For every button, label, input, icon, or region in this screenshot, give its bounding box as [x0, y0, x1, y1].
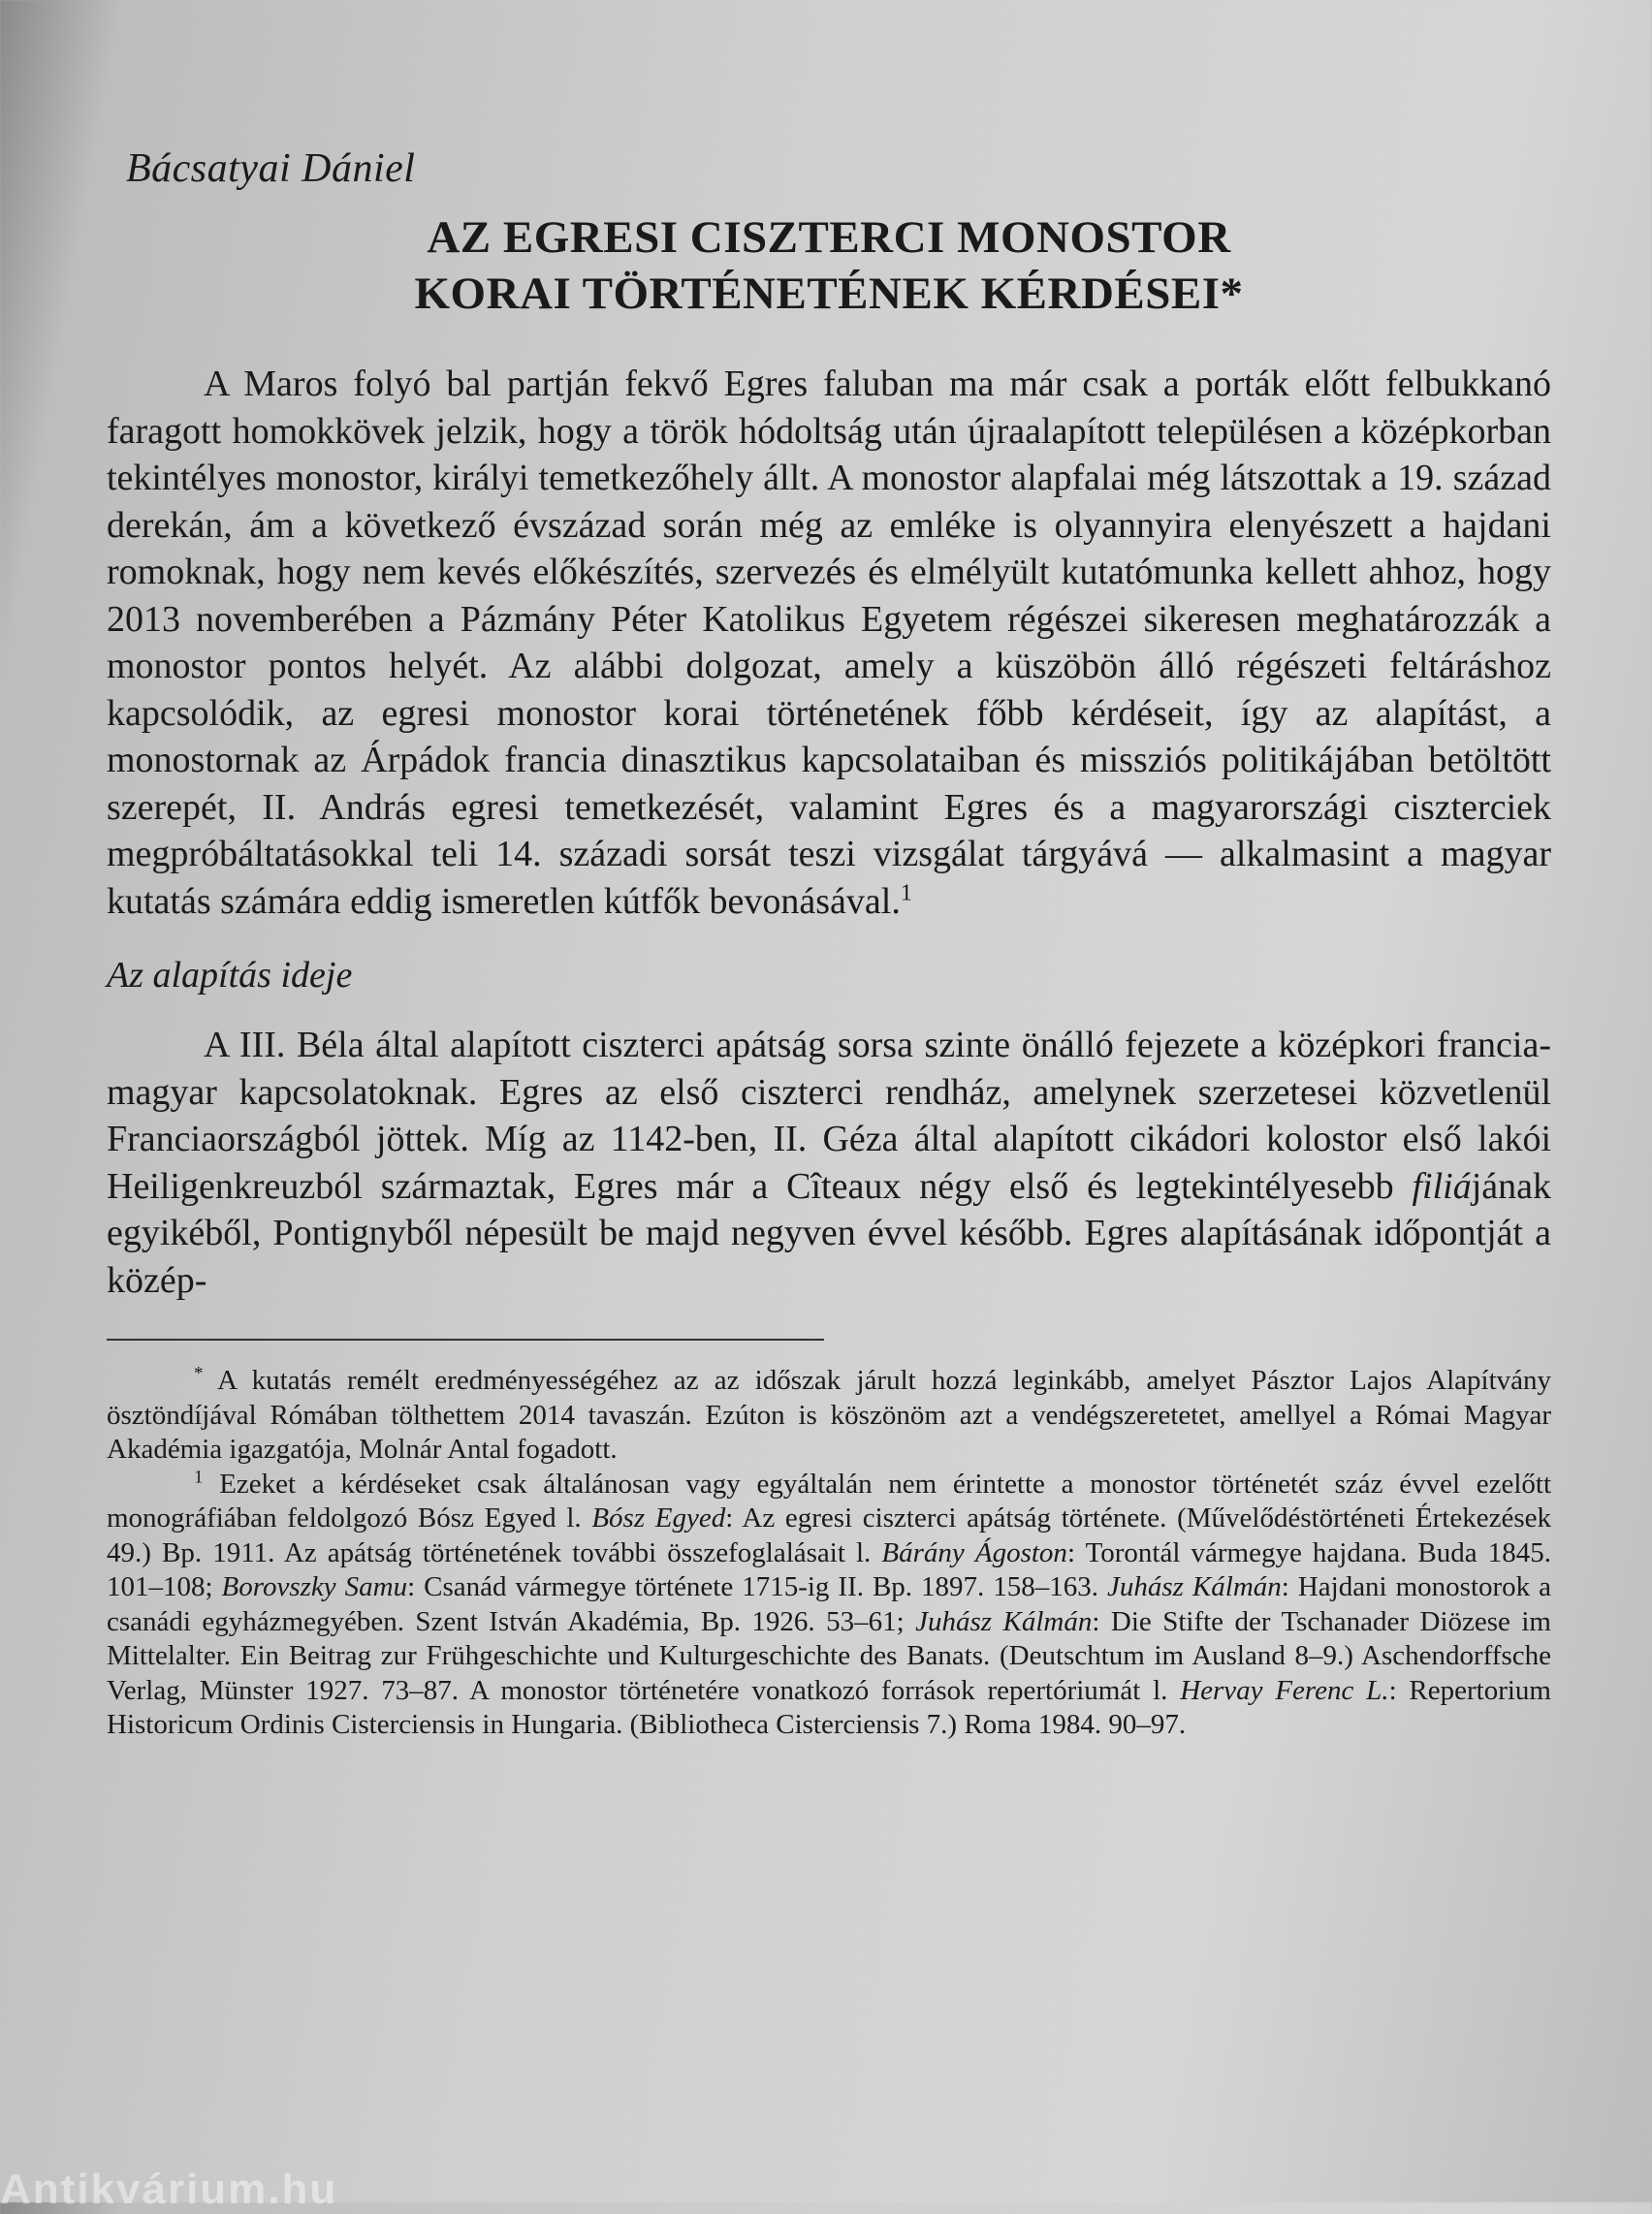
author-name: Bácsatyai Dániel [126, 146, 416, 191]
cited-author: Hervay Ferenc L. [1180, 1674, 1389, 1706]
book-page [107, 145, 1551, 1743]
footnote-1-text: : Az egresi ciszterci apátság története. (Művelődéstörténeti Értekezések 49.) Bp. 1911. Az apátság történetének további összefoglalásait l. [107, 1502, 1551, 1568]
footnote-star-marker: * [194, 1363, 204, 1384]
footnote-1-text: : Hajdani monostorok a csanádi egyházmegyében. Szent István Akadémia, Bp. 1926. 53–61; [107, 1571, 1552, 1637]
section-heading: Az alapítás ideje [107, 955, 353, 996]
footnote-1-text: : Torontál vármegye hajdana. Buda 1845. 101–108; [107, 1536, 1551, 1602]
paragraph-founding-text-b: jának egyikéből, Pontignyből népesült be majd negyven évvel később. Egres alapításának időpontját a közép- [107, 1165, 1551, 1301]
watermark: Antikvárium.hu [0, 2166, 338, 2213]
footnotes [107, 1364, 1551, 1743]
footnote-divider [107, 1339, 824, 1341]
article-title [107, 209, 1551, 322]
paragraph-founding [107, 1022, 1551, 1304]
cited-author: Juhász Kálmán [915, 1605, 1093, 1637]
cited-author: Borovszky Samu [221, 1571, 408, 1602]
footnote-1-text: : Die Stifte der Tschanader Diözese im Mittelalter. Ein Beitrag zur Frühgeschichte und Kulturgeschichte des Banats. (Deutschtum im Ausland 8–9.) Aschendorffsche Verlag, Münster 1927. 73–87. A monostor történetére vonatkozó források repertóriumát l. [107, 1605, 1551, 1706]
footnote-star-text: A kutatás remélt eredményességéhez az az időszak járult hozzá leginkább, amelyet Pásztor Lajos Alapítvány ösztöndíjával Rómában tölthettem 2014 tavaszán. Ezúton is köszönöm azt a vendégszeretetet, amellyel a Római Magyar Akadémia igazgatója, Molnár Antal fogadott. [107, 1365, 1552, 1465]
footnote-ref-1: 1 [900, 879, 912, 905]
footnote-1-marker: 1 [194, 1466, 204, 1487]
paragraph-intro [107, 361, 1551, 925]
paragraph-founding-text-a: A III. Béla által alapított ciszterci apátság sorsa szinte önálló fejezete a középkori francia-magyar kapcsolatoknak. Egres az első ciszterci rendház, amelynek szerzetesei közvetlenül Franciaországból jöttek. Míg az 1142-ben, II. Géza által alapított cikádori kolostor első lakói Heiligenkreuzból származtak, Egres már a Cîteaux négy első és legtekintélyesebb [107, 1025, 1551, 1207]
title-line-2: KORAI TÖRTÉNETÉNEK KÉRDÉSEI* [414, 269, 1244, 319]
footnote-1-text: : Repertorium Historicum Ordinis Cisterciensis in Hungaria. (Bibliotheca Cisterciensis 7.) Roma 1984. 90–97. [107, 1674, 1551, 1740]
paragraph-intro-text: A Maros folyó bal partján fekvő Egres faluban ma már csak a porták előtt felbukkanó faragott homokkövek jelzik, hogy a török hódoltság után újraalapított településen a középkorban tekintélyes monostor, királyi temetkezőhely állt. A monostor alapfalai még látszottak a 19. század derekán, ám a következő évszázad során még az emléke is olyannyira elenyészett a hajdani romoknak, hogy nem kevés előkészítés, szervezés és elmélyült kutatómunka kellett ahhoz, hogy 2013 novemberében a Pázmány Péter Katolikus Egyetem régészei sikeresen meghatározzák a monostor pontos helyét. Az alábbi dolgozat, amely a küszöbön álló régészeti feltáráshoz kapcsolódik, az egresi monostor korai történetének főbb kérdéseit, így az alapítást, a monostornak az Árpádok francia dinasztikus kapcsolataiban és missziós politikájában betöltött szerepét, II. András egresi temetkezését, valamint Egres és a magyarországi ciszterciek megpróbáltatásokkal teli 14. századi sorsát teszi vizsgálat tárgyává — alkalmasint a magyar kutatás számára eddig ismeretlen kútfők bevonásával. [107, 364, 1551, 922]
italic-term: filiá [1412, 1165, 1472, 1207]
title-line-1: AZ EGRESI CISZTERCI MONOSTOR [427, 212, 1231, 263]
footnote-1-text: : Csanád vármegye története 1715-ig II. Bp. 1897. 158–163. [407, 1571, 1107, 1602]
footnote-star [107, 1364, 1551, 1468]
cited-author: Juhász Kálmán [1107, 1571, 1282, 1602]
cited-author: Bósz Egyed [591, 1502, 726, 1534]
article-body [107, 361, 1551, 1304]
footnote-1 [107, 1468, 1551, 1743]
cited-author: Bárány Ágoston [881, 1536, 1067, 1568]
footnote-1-text: Ezeket a kérdéseket csak általánosan vagy egyáltalán nem érintette a monostor történetét száz évvel ezelőtt monográfiában feldolgozó Bósz Egyed l. [107, 1468, 1552, 1534]
